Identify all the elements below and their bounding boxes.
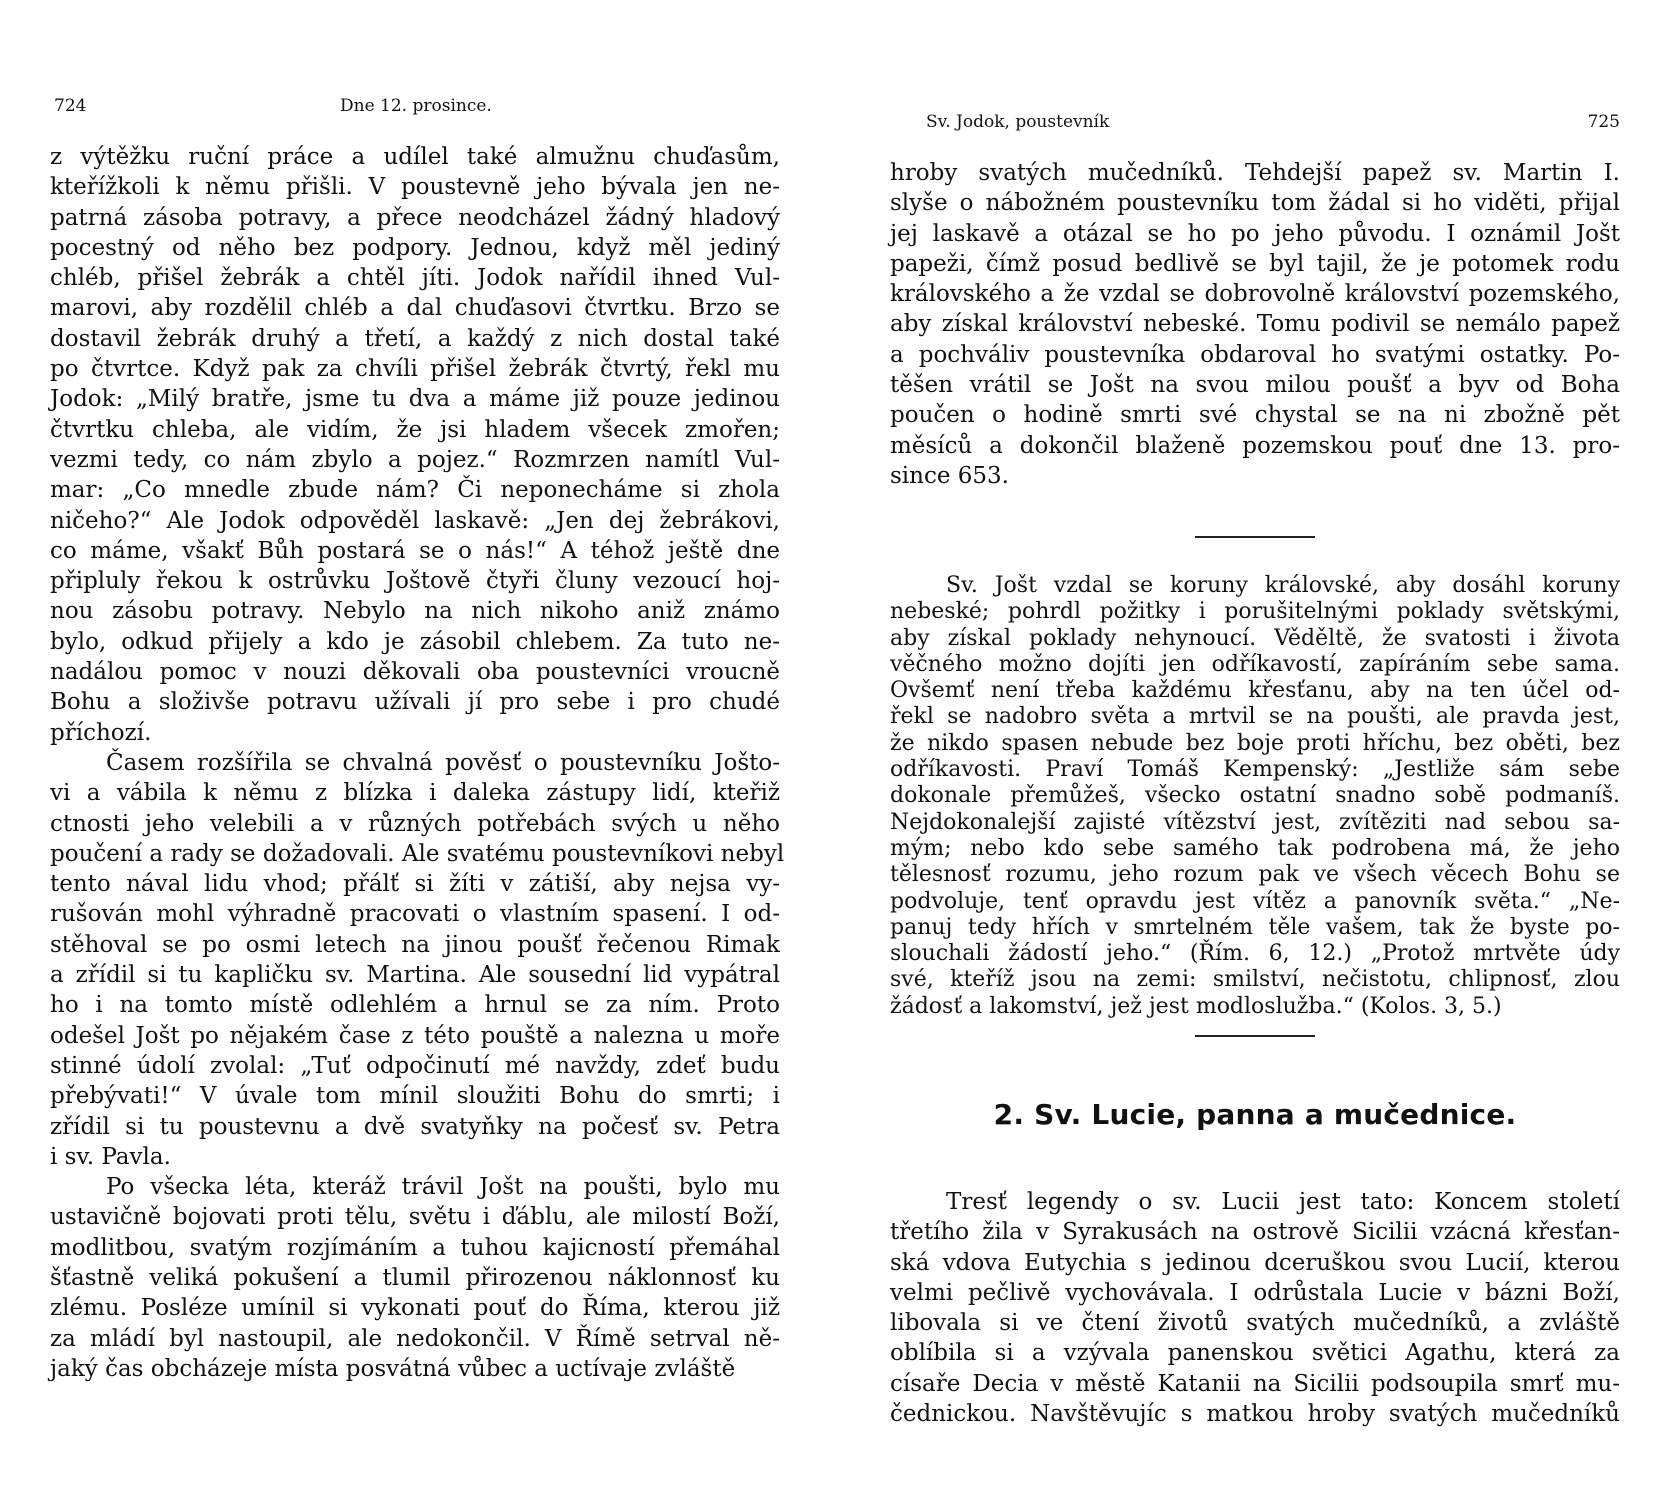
text-line: třetího žila v Syrakusách na ostrově Sicilii vzácná křesťan- [890,1219,1620,1246]
text-line: i sv. Pavla. [50,1143,171,1170]
text-line: nadálou pomoc v nouzi děkovali oba poustevníci vroucně [50,659,780,686]
text-line: mým; nebo kdo sebe samého tak podrobena má, že jeho [890,835,1620,861]
text-line: ctnosti jeho velebili a v různých potřebách svých u něho [50,810,780,837]
text-line: zřídil si tu poustevnu a dvě svatyňky na počesť sv. Petra [50,1113,780,1140]
text-line: stinné údolí zvolal: „Tuť odpočinutí mé navždy, zdeť budu [50,1052,780,1079]
right-body-text-1 [890,158,1620,491]
left-body-text [50,142,785,1384]
running-head: Dne 12. prosince. [340,96,492,116]
text-line: panuj tedy hřích v smrtelném těle vašem, tak že byste po- [890,914,1620,940]
text-line: z výtěžku ruční práce a udílel také almužnu chuďasům, [50,144,780,170]
text-line: dokonale přemůžeš, všecko ostatní snadno sobě podmaníš. [890,783,1620,809]
text-line: odešel Jošt po nějakém čase z této pouště a nalezna u moře [50,1022,780,1049]
right-body-text-2 [890,573,1620,1020]
text-line: čtvrtku chleba, ale vidím, že jsi hladem všecek zmořen; [50,416,780,443]
text-line: jaký čas obcházeje místa posvátná vůbec a uctívaje zvláště [50,1355,736,1382]
text-line: patrná zásoba potravy, a přece neodcházel žádný hladový [50,204,780,231]
text-line: Bohu a složivše potravu užívali jí pro sebe i pro chudé [50,689,780,716]
section-divider [1195,1035,1315,1037]
text-line: jej laskavě a otázal se ho po jeho původu. I oznámil Jošt [890,220,1620,247]
text-line: šťastně veliká pokušení a tlumil přirozenou náklonnosť ku [50,1264,780,1291]
text-line: Jodok: „Milý bratře, jsme tu dva a máme již pouze jedinou [50,386,780,413]
text-line: královského a že vzdal se dobrovolně království pozemského, [890,281,1620,308]
text-line: že nikdo spasen nebude bez boje proti hříchu, bez oběti, bez [890,730,1620,756]
text-line: a pochváliv poustevníka obdaroval ho svatými ostatky. Po- [890,341,1620,368]
text-line: poučení a rady se dožadovali. Ale svatému poustevníkovi nebyl [50,840,785,867]
page-number: 724 [54,96,87,116]
text-line: po čtvrtce. Když pak za chvíli přišel žebrák čtvrtý, řekl mu [50,356,780,383]
text-line: odříkavosti. Praví Tomáš Kempenský: „Jestliže sám sebe [890,757,1620,783]
text-line: nebeské; pohrdl požitky i porušitelnými poklady světskými, [890,599,1620,625]
text-line: za mládí byl nastoupil, ale nedokončil. V Římě setrval ně- [50,1325,780,1352]
text-line: zlému. Posléze umínil si vykonati pouť do Říma, kterou již [50,1295,780,1322]
text-line: připluly řekou k ostrůvku Joštově čtyři čluny vezoucí hoj- [50,568,780,595]
text-line: věčného možno dojíti jen odříkavostí, zapíráním sebe sama. [890,651,1620,677]
running-head: Sv. Jodok, poustevník [926,112,1110,132]
text-line: Ovšemť není třeba každému křesťanu, aby na ten účel od- [890,678,1620,704]
text-line: tento nával lidu vhod; přálť si žíti v zátiší, aby nejsa vy- [50,871,780,898]
text-line: velmi pečlivě vychovávala. I odrůstala Lucie v bázni Boží, [890,1279,1620,1306]
text-line: Časem rozšířila se chvalná pověsť o poustevníku Jošto- [106,749,780,776]
text-line: žádosť a lakomství, jež jest modloslužba.“ (Kolos. 3, 5.) [890,993,1502,1019]
text-line: a zřídil si tu kapličku sv. Martina. Ale sousední lid vypátral [50,962,780,989]
text-line: Tresť legendy o sv. Lucii jest tato: Koncem století [946,1189,1620,1215]
text-line: bylo, odkud přijely a kdo je zásobil chlebem. Za tuto ne- [50,628,780,655]
text-line: libovala si ve čtení životů svatých mučedníků, a zvláště [890,1310,1620,1337]
text-line: vi a vábila k němu z blízka i daleka zástupy lidí, kteřiž [50,780,780,807]
text-line: Nejdokonalejší zajisté vítězství jest, zvítěziti nad sebou sa- [890,809,1620,835]
text-line: ho i na tomto místě odlehlém a hrnul se za ním. Proto [50,992,780,1019]
text-line: aby získal království nebeské. Tomu podivil se nemálo papež [890,311,1620,338]
text-line: stěhoval se po osmi letech na jinou poušť řečenou Rimak [50,931,780,958]
text-line: čednickou. Navštěvujíc s matkou hroby svatých mučedníků [890,1401,1620,1428]
text-line: nou zásobu potravy. Nebylo na nich nikoho aniž známo [50,598,780,625]
right-body-text-3 [890,1187,1620,1429]
page-number: 725 [1587,112,1620,132]
text-line: aby získal poklady nehynoucí. Věděltě, že svatosti i života [890,625,1620,651]
text-line: císaře Decia v městě Katanii na Sicilii podsoupila smrť mu- [890,1370,1620,1397]
text-line: přebývati!“ V úvale tom mínil sloužiti Bohu do smrti; i [50,1083,780,1110]
text-line: těšen vrátil se Jošt na svou milou poušť a byv od Boha [890,372,1620,399]
text-line: co máme, všakť Bůh postará se o nás!“ A téhož ještě dne [50,537,780,564]
text-line: měsíců a dokončil blaženě pozemskou pouť dne 13. pro- [890,432,1620,459]
text-line: Po všecka léta, kteráž trávil Jošt na poušti, bylo mu [106,1174,780,1201]
text-line: ská vdova Eutychia s jedinou dceruškou svou Lucií, kterou [890,1249,1620,1276]
text-line: poučen o hodině smrti své chystal se na ni zbožně pět [890,402,1620,429]
text-line: kteřížkoli k němu přišli. V poustevně jeho bývala jen ne- [50,174,780,201]
text-line: slyše o nábožném poustevníku tom žádal si ho viděti, přijal [890,190,1620,217]
text-line: vezmi tedy, co nám zbylo a pojez.“ Rozmrzen namítl Vul- [50,446,780,473]
text-line: modlitbou, svatým rozjímáním a tuhou kajicností přemáhal [50,1234,780,1261]
text-line: tělesnosť rozumu, jeho rozum pak ve všech věcech Bohu se [890,862,1620,888]
text-line: Sv. Jošt vzdal se koruny královské, aby dosáhl koruny [946,573,1620,598]
section-divider [1195,536,1315,538]
text-line: since 653. [890,462,1009,489]
text-line: oblíbila si a vzývala panenskou světici Agathu, která za [890,1340,1620,1367]
text-line: podvoluje, tenť opravdu jest vítěz a panovník světa.“ „Ne- [890,888,1620,914]
text-line: své, kteříž jsou na zemi: smilství, nečistotu, chlipnosť, zlou [890,967,1620,993]
section-title: 2. Sv. Lucie, panna a mučednice. [993,1098,1517,1131]
text-line: marovi, aby rozdělil chléb a dal chuďasovi čtvrtku. Brzo se [50,295,780,322]
text-line: mar: „Co mnedle zbude nám? Či neponecháme si zhola [50,477,780,504]
text-line: slouchali žádostí jeho.“ (Řím. 6, 12.) „Protož mrtvěte údy [890,941,1620,967]
text-line: ustavičně bojovati proti tělu, světu i ďáblu, ale milostí Boží, [50,1204,780,1231]
text-line: papeži, čímž posud bedlivě se byl tajil, že je potomek rodu [890,250,1620,277]
text-line: dostavil žebrák druhý a třetí, a každý z nich dostal také [50,325,780,352]
text-line: rušován mohl výhradně pracovati o vlastním spasení. I od- [50,901,780,928]
text-line: hroby svatých mučedníků. Tehdejší papež sv. Martin I. [890,160,1620,186]
text-line: ničeho?“ Ale Jodok odpověděl laskavě: „Jen dej žebrákovi, [50,507,780,534]
text-line: příchozí. [50,719,152,746]
text-line: chléb, přišel žebrák a chtěl jíti. Jodok nařídil ihned Vul- [50,265,780,292]
text-line: řekl se nadobro světa a mrtvil se na poušti, ale pravda jest, [890,704,1620,730]
text-line: pocestný od něho bez podpory. Jednou, když měl jediný [50,234,780,261]
